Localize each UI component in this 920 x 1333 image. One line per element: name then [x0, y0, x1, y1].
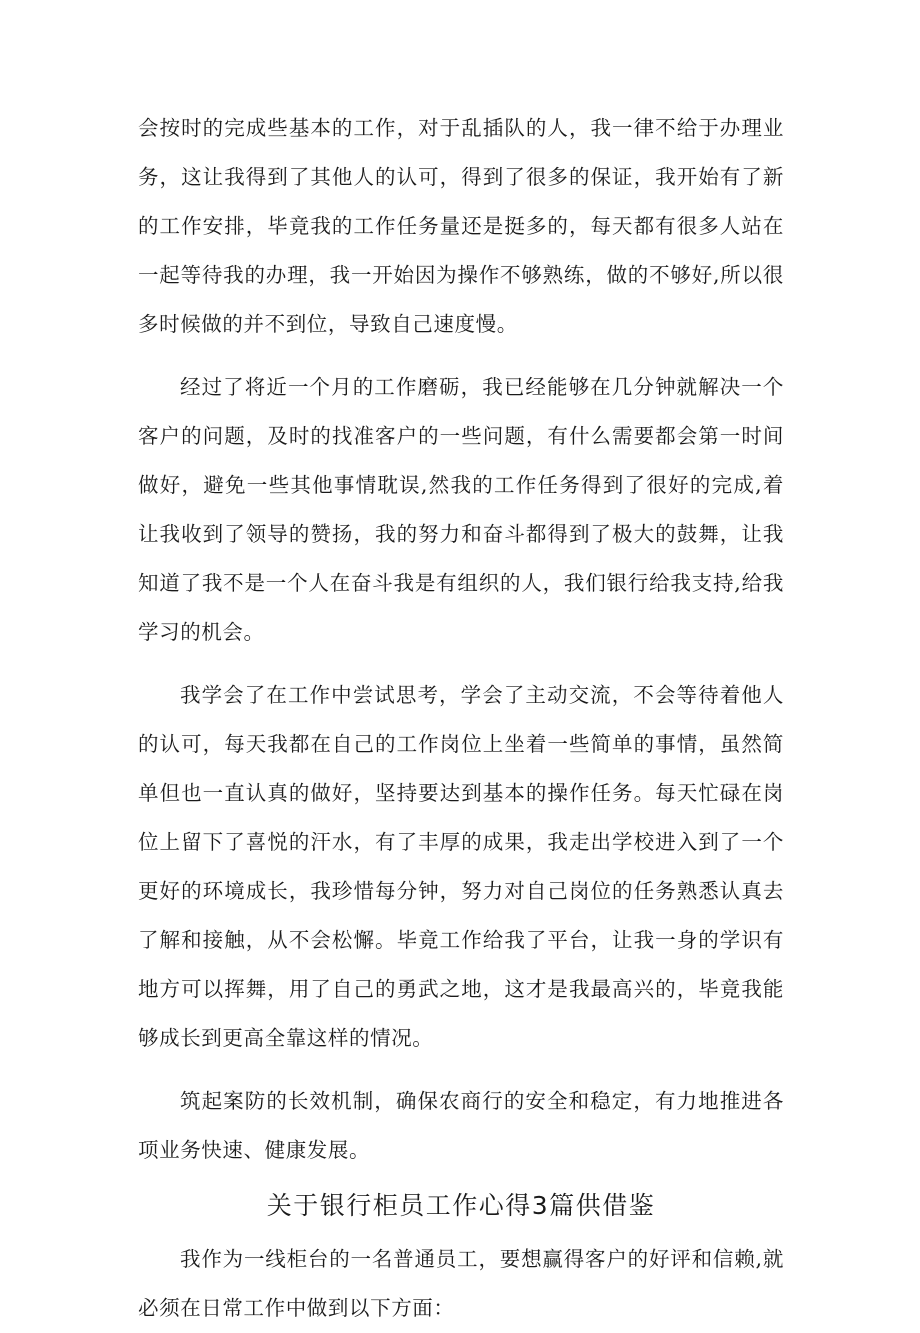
- paragraph-intro: 我作为一线柜台的一名普通员工，要想赢得客户的好评和信赖,就必须在日常工作中做到以下方面：: [138, 1247, 784, 1320]
- document-page: [138, 104, 784, 1333]
- paragraph-continued: 会按时的完成些基本的工作，对于乱插队的人，我一律不给于办理业务，这让我得到了其他人的认可，得到了很多的保证，我开始有了新的工作安排，毕竟我的工作任务量还是挺多的，每天都有很多人站在一起等待我的办理，我一开始因为操作不够熟练，做的不够好,所以很多时候做的并不到位，导致自己速度慢。: [138, 116, 784, 336]
- paragraph-learning: 我学会了在工作中尝试思考，学会了主动交流，不会等待着他人的认可，每天我都在自己的工作岗位上坐着一些简单的事情，虽然简单但也一直认真的做好，坚持要达到基本的操作任务。每天忙碌在岗位上留下了喜悦的汗水，有了丰厚的成果，我走出学校进入到了一个更好的环境成长，我珍惜每分钟，努力对自己岗位的任务熟悉认真去了解和接触，从不会松懈。毕竟工作给我了平台，让我一身的学识有地方可以挥舞，用了自己的勇武之地，这才是我最高兴的，毕竟我能够成长到更高全靠这样的情况。: [138, 683, 784, 1050]
- paragraph-work-experience: 经过了将近一个月的工作磨砺，我已经能够在几分钟就解决一个客户的问题，及时的找准客户的一些问题，有什么需要都会第一时间做好，避免一些其他事情耽误,然我的工作任务得到了很好的完成,着让我收到了领导的赞扬，我的努力和奋斗都得到了极大的鼓舞，让我知道了我不是一个人在奋斗我是有组织的人，我们银行给我支持,给我学习的机会。: [138, 375, 784, 644]
- section-title: 关于银行柜员工作心得3篇供借鉴: [266, 1191, 656, 1220]
- paragraph-case-prevention: 筑起案防的长效机制，确保农商行的安全和稳定，有力地推进各项业务快速、健康发展。: [138, 1089, 784, 1162]
